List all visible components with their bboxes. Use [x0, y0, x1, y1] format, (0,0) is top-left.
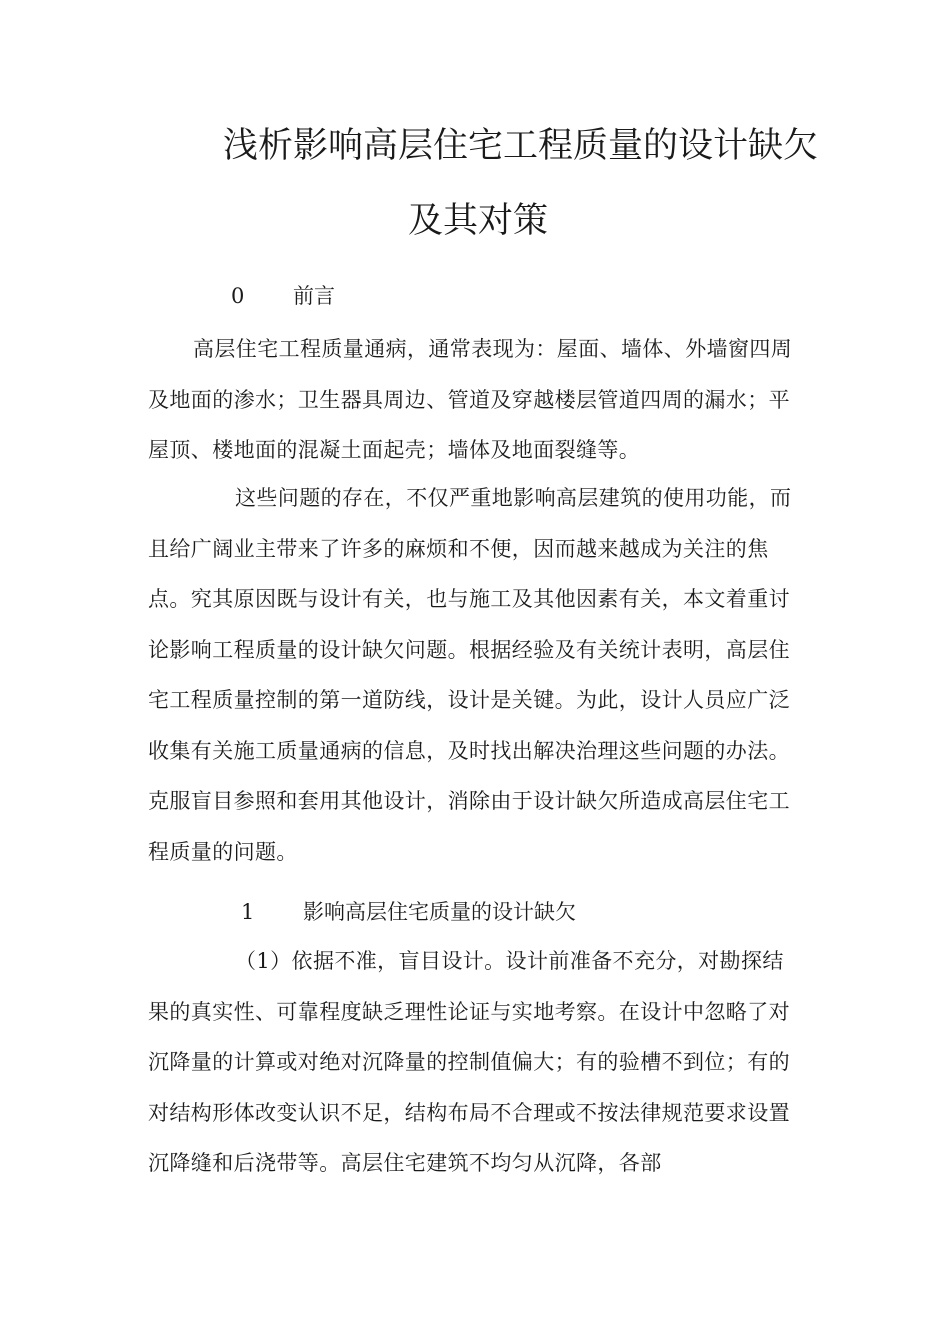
section-title: 影响高层住宅质量的设计缺欠 [303, 900, 576, 924]
section-number: 0 [231, 284, 245, 308]
section-number: 1 [241, 900, 255, 924]
paragraph-defect-1: （1）依据不准，盲目设计。设计前准备不充分，对勘探结果的真实性、可靠程度缺乏理性论证与实地考察。在设计中忽略了对沉降量的计算或对绝对沉降量的控制值偏大；有的验槽不到位；有的对结构形体改变认识不足，结构布局不合理或不按法律规范要求设置沉降缝和后浇带等。高层住宅建筑不均匀从沉降，各部 [148, 949, 790, 1175]
document-title-line-2: 及其对策 [408, 201, 549, 241]
paragraph-problems: 这些问题的存在，不仅严重地影响高层建筑的使用功能，而且给广阔业主带来了许多的麻烦和不便，因而越来越成为关注的焦点。究其原因既与设计有关，也与施工及其他因素有关，本文着重讨论影响工程质量的设计缺欠问题。根据经验及有关统计表明，高层住宅工程质量控制的第一道防线，设计是关键。为此，设计人员应广泛收集有关施工质量通病的信息，及时找出解决治理这些问题的办法。克服盲目参照和套用其他设计，消除由于设计缺欠所造成高层住宅工程质量的问题。 [148, 486, 792, 864]
document-title-line-1: 浅析影响高层住宅工程质量的设计缺欠 [223, 126, 819, 166]
section-title: 前言 [293, 284, 335, 308]
paragraph-intro: 高层住宅工程质量通病，通常表现为：屋面、墙体、外墙窗四周及地面的渗水；卫生器具周边、管道及穿越楼层管道四周的漏水；平屋顶、楼地面的混凝土面起壳；墙体及地面裂缝等。 [148, 337, 793, 462]
